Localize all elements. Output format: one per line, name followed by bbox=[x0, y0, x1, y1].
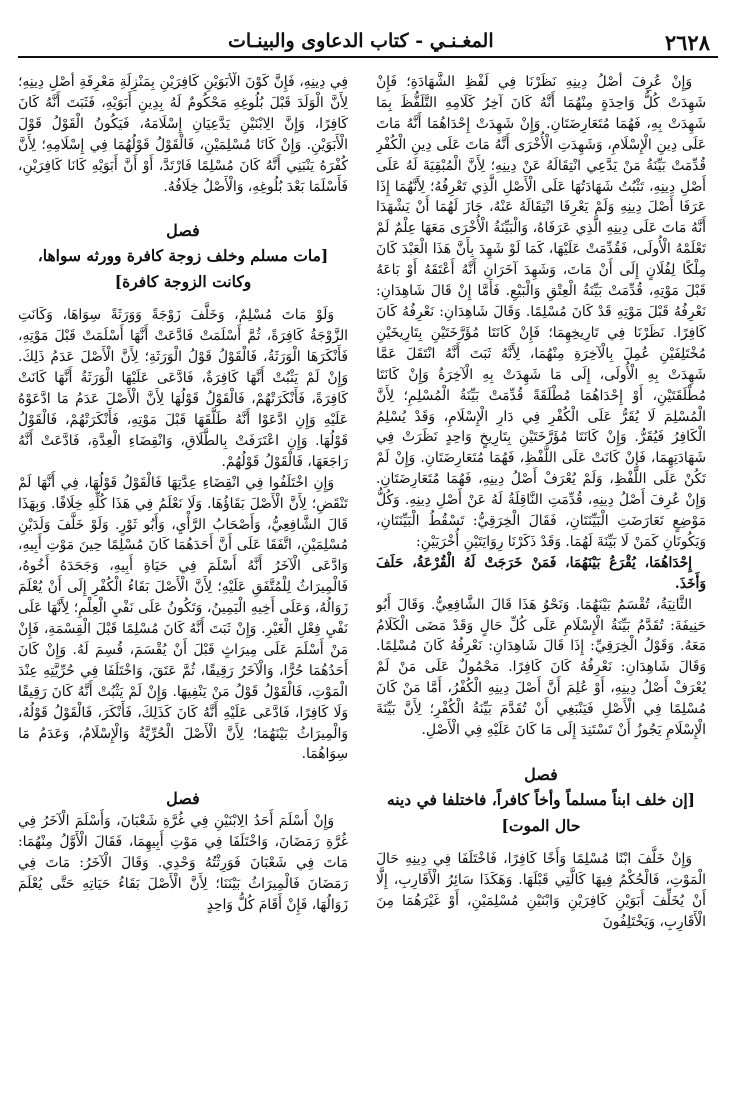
paragraph: وَإِنْ أَسْلَمَ أَحَدُ الِابْنَيْنِ فِي غُرَّةِ شَعْبَانَ، وَأَسْلَمَ الْآخَرُ فِي غُرَّةِ رَمَضَانَ، وَاخْتَلَفَا فِي مَوْتِ أَبِيهِمَا، فَقَالَ الْأَوَّلُ مِنْهُمَا: مَاتَ فِي شَعْبَانَ فَوَرِثْتُهُ وَحْدِي. وَقَالَ الْآخَرُ: مَاتَ فِي رَمَضَانَ فَالْمِيرَاثُ بَيْنَنَا؛ لِأَنَّ الْأَصْلَ بَقَاءُ حَيَاتِهِ حَتَّى يُعْلَمَ زَوَالُهَا، فَإِنْ أَقَامَ كُلُّ وَاحِدٍ bbox=[18, 813, 348, 913]
paragraph: وَإِنْ عُرِفَ أَصْلُ دِينِهِ نَظَرْنَا فِي لَفْظِ الشَّهَادَةِ؛ فَإِنْ شَهِدَتْ كُلُّ وَاحِدَةٍ مِنْهُمَا أَنَّهُ كَانَ آخِرُ كَلَامِهِ التَّلَفُّظَ بِمَا شَهِدَتْ بِهِ، فَهُمَا مُتَعَارِضَتَانِ. وَإِنْ شَهِدَتْ إِحْدَاهُمَا أَنَّهُ مَاتَ عَلَى دِينِ الْإِسْلَامِ، وَشَهِدَتِ الْأُخْرَى أَنَّهُ مَاتَ عَلَى دِينِ الْكُفْرِ قُدِّمَتْ بَيِّنَةُ مَنْ يَدَّعِي انْتِقَالَهُ عَنْ دِينِهِ؛ لِأَنَّ الْمُبْقِيَةَ لَهُ عَلَى أَصْلِ دِينِهِ، تَثْبُتُ شَهَادَتُهَا عَلَى الْأَصْلِ الَّذِي تَعْرِفُهُ؛ لِأَنَّهُمَا إِذَا عَرَفَا أَصْلَ دِينِهِ وَلَمْ يَعْرِفَا انْتِقَالَهُ عَنْهُ، جَازَ لَهُمَا أَنْ يَشْهَدَا أَنَّهُ مَاتَ عَلَى دِينِهِ الَّذِي عَرَفَاهُ، وَالْبَيِّنَةُ الْأُخْرَى مَعَهَا عِلْمٌ لَمْ تَعْلَمْهُ الْأُولَى، فَقُدِّمَتْ عَلَيْهَا، كَمَا لَوْ شَهِدَ بِأَنَّ هَذَا الْعَبْدَ كَانَ مِلْكًا لِفُلَانٍ إِلَى أَنْ مَاتَ، وَشَهِدَ آخَرَانِ أَنَّهُ أَعْتَقَهُ أَوْ بَاعَهُ قَبْلَ مَوْتِهِ، قُدِّمَتْ بَيِّنَةُ الْعِتْقِ وَالْبَيْعِ. فَأَمَّا إِنْ قَالَ شَاهِدَانِ: نَعْرِفُهُ قَبْلَ مَوْتِهِ قَدْ كَانَ مُسْلِمًا. وَقَالَ شَاهِدَانِ: نَعْرِفُهُ كَانَ كَافِرًا. نَظَرْنَا فِي تَارِيخِهِمَا؛ فَإِنْ كَانَتَا مُؤَرَّخَتَيْنِ بِتَارِيخَيْنِ مُخْتَلِفَيْنِ عُمِلَ بِالْآخِرَةِ مِنْهُمَا، لِأَنَّهُ ثَبَتَ أَنَّهُ انْتَقَلَ عَمَّا شَهِدَتْ بِهِ الْأُولَى، إِلَى مَا شَهِدَتْ بِهِ الْآخِرَةُ وَإِنْ كَانَتَا مُطْلَقَتَيْنِ، أَوْ إِحْدَاهُمَا مُطْلَقَةً قُدِّمَتْ بَيِّنَةُ الْمُسْلِمِ؛ لِأَنَّ الْمُسْلِمَ لَا يُقَرُّ عَلَى الْكُفْرِ فِي دَارِ الْإِسْلَامِ، وَقَدْ يُسْلِمُ الْكَافِرُ فَيُقَرُّ. وَإِنْ كَانَتَا مُؤَرَّخَتَيْنِ بِتَارِيخٍ وَاحِدٍ نَظَرَتْ فِي شَهَادَتِهِمَا، فَإِنْ كَانَتْ عَلَى اللَّفْظِ، فَهُمَا مُتَعَارِضَتَانِ. وَإِنْ لَمْ تَكُنْ عَلَى اللَّفْظِ، وَلَمْ يُعْرَفْ أَصْلُ دِينِهِ، فَهُمَا مُتَعَارِضَتَانِ. وَإِنْ عُرِفَ أَصْلُ دِينِهِ، قُدِّمَتِ النَّاقِلَةُ لَهُ عَنْ أَصْلِ دِينِهِ. وَكُلُّ مَوْضِعٍ تَعَارَضَتِ الْبَيِّنَتَانِ، فَقَالَ الْخِرَقِيُّ: تَسْقُطُ الْبَيِّنَتَانِ، وَيَكُونَانِ كَمَنْ لَا بَيِّنَةَ لَهُمَا. وَقَدْ ذَكَرْنَا رِوَايَتَيْنِ أُخْرَيَيْنِ: bbox=[376, 74, 706, 550]
section-label: فصل bbox=[524, 765, 558, 784]
section-title: [إن خلف ابناً مسلماً وأخاً كافراً، فاختلفا في دينه حال الموت] bbox=[386, 790, 695, 835]
right-column bbox=[376, 72, 706, 1092]
paragraph: الثَّانِيَةُ، تُقْسَمُ بَيْنَهُمَا. وَنَحْوُ هَذَا قَالَ الشَّافِعِيُّ. وَقَالَ أَبُو حَنِيفَةَ: تُقَدَّمُ بَيِّنَةُ الْإِسْلَامِ عَلَى كُلِّ حَالٍ وَقَدْ مَضَى الْكَلَامُ مَعَهُ. وَقَوْلُ الْخِرَقِيِّ: إِذَا قَالَ شَاهِدَانِ: نَعْرِفُهُ كَانَ مُسْلِمًا. وَقَالَ شَاهِدَانِ: نَعْرِفُهُ كَانَ كَافِرًا. مَحْمُولٌ عَلَى مَنْ لَمْ يُعْرَفْ أَصْلُ دِينِهِ، أَوْ عُلِمَ أَنَّ أَصْلَ دِينِهِ الْكُفْرُ، أَمَّا مَنْ كَانَ مُسْلِمًا فِي الْأَصْلِ فَيَنْبَغِي أَنْ تُقَدَّمَ بَيِّنَةُ الْكُفْرِ؛ لِأَنَّ بَيِّنَةَ الْإِسْلَامِ يَجُوزُ أَنْ تَسْتَنِدَ إِلَى مَا كَانَ عَلَيْهِ فِي الْأَصْلِ. bbox=[376, 596, 706, 739]
running-title: المغـنـي - كتاب الدعاوى والبينـات bbox=[228, 30, 494, 52]
paragraph: وَإِنْ خَلَّفَ ابْنًا مُسْلِمًا وَأَخًا كَافِرًا، فَاخْتَلَفَا فِي دِينِهِ حَالَ الْمَوْتِ، فَالْحُكْمُ فِيهَا كَالَّتِي قَبْلَهَا. وَهَكَذَا سَائِرُ الْأَقَارِبِ، إِلَّا أَنْ يُخَلِّفَ أَبَوَيْنِ كَافِرَيْنِ وَابْنَيْنِ مُسْلِمَيْنِ، أَوْ غَيْرَهُمَا مِنَ الْأَقَارِبِ، وَيَخْتَلِفُونَ bbox=[376, 851, 706, 930]
section-label: فصل bbox=[166, 221, 200, 241]
paragraph: فِي دِينِهِ، فَإِنَّ كَوْنَ الْأَبَوَيْنِ كَافِرَيْنِ بِمَنْزِلَةِ مَعْرِفَةِ أَصْلِ دِينِهِ؛ لِأَنَّ الْوَلَدَ قَبْلَ بُلُوغِهِ مَحْكُومٌ لَهُ بِدِينِ أَبَوَيْهِ، فَثَبَتَ أَنَّهُ كَانَ كَافِرًا، وَإِنَّ الِابْنَيْنِ يَدَّعِيَانِ إِسْلَامَهُ، فَيَكُونُ الْقَوْلُ قَوْلَ الْأَبَوَيْنِ. وَإِنْ كَانَا مُسْلِمَيْنِ، فَالْقَوْلُ قَوْلُهُمَا فِي إِسْلَامِهِ؛ لِأَنَّ كُفْرَهُ يَنْبَنِي أَنَّهُ كَانَ مُسْلِمًا فَارْتَدَّ، أَوْ أَنَّ أَبَوَيْهِ كَانَا كَافِرَيْنِ، فَأَسْلَمَا بَعْدَ بُلُوغِهِ، وَالْأَصْلُ خِلَافُهُ. bbox=[18, 74, 348, 195]
page-number: ٢٦٢٨ bbox=[664, 30, 710, 55]
paragraph: وَلَوْ مَاتَ مُسْلِمٌ، وَخَلَّفَ زَوْجَةً وَوَرَثَةً سِوَاهَا، وَكَانَتِ الزَّوْجَةُ كَافِرَةً، ثُمَّ أَسْلَمَتْ فَادَّعَتْ أَنَّهَا أَسْلَمَتْ قَبْلَ مَوْتِهِ، فَأَنْكَرَهَا الْوَرَثَةُ، فَالْقَوْلُ قَوْلُ الْوَرَثَةِ؛ لِأَنَّ الْأَصْلَ عَدَمُ ذَلِكَ. وَإِنْ لَمْ يَثْبُتْ أَنَّهَا كَافِرَةٌ، فَادَّعَى عَلَيْهَا الْوَرَثَةُ أَنَّهَا كَانَتْ كَافِرَةً، فَأَنْكَرَتْهُمْ، فَالْقَوْلُ قَوْلُهَا لِأَنَّ الْأَصْلَ عَدَمُ مَا ادَّعَوْهُ عَلَيْهِ وَإِنِ ادَّعَوْا أَنَّهُ طَلَّقَهَا قَبْلَ مَوْتِهِ، فَأَنْكَرَتْهُمْ، فَالْقَوْلُ قَوْلُهَا. وَإِنِ اعْتَرَفَتْ بِالطَّلَاقِ، وَانْقِضَاءِ الْعِدَّةِ، فَادَّعَتْ أَنَّهُ رَاجَعَهَا، فَالْقَوْلُ قَوْلُهُمْ. bbox=[18, 307, 348, 470]
left-column bbox=[18, 72, 348, 1092]
spacer bbox=[18, 765, 348, 787]
paragraph: وَإِنِ اخْتَلَفُوا فِي انْقِضَاءِ عِدَّتِهَا فَالْقَوْلُ قَوْلُهَا، فِي أَنَّهَا لَمْ تَنْقَضِ؛ لِأَنَّ الْأَصْلَ بَقَاؤُهَا. وَلَا نَعْلَمُ فِي هَذَا كُلِّهِ خِلَافًا. وَبِهَذَا قَالَ الشَّافِعِيُّ، وَأَصْحَابُ الرَّأْيِ، وَأَبُو ثَوْرٍ. وَلَوْ خَلَّفَ وَلَدَيْنِ مُسْلِمَيْنِ، اتَّفَقَا عَلَى أَنَّ أَحَدَهُمَا كَانَ مُسْلِمًا حِينَ مَوْتِ أَبِيهِ، وَادَّعَى الْآخَرُ أَنَّهُ أَسْلَمَ فِي حَيَاةِ أَبِيهِ، وَجَحَدَهُ أَخُوهُ، فَالْمِيرَاثُ لِلْمُتَّفَقِ عَلَيْهِ؛ لِأَنَّ الْأَصْلَ بَقَاءُ الْكُفْرِ إِلَى أَنْ يُعْلَمَ زَوَالُهُ، وَعَلَى أَخِيهِ الْيَمِينُ، وَتَكُونُ عَلَى نَفْيِ الْعِلْمِ؛ لِأَنَّهَا عَلَى نَفْيِ فِعْلِ الْغَيْرِ. وَإِنْ ثَبَتَ أَنَّهُ كَانَ مُسْلِمًا قَبْلَ الْقِسْمَةِ، فَإِنْ مَنْ أَسْلَمَ عَلَى مِيرَاثٍ قَبْلَ أَنْ يُقْسَمَ، قُسِمَ لَهُ. وَإِنْ كَانَ أَحَدُهُمَا حُرًّا، وَالْآخَرُ رَقِيقًا، ثُمَّ عَتَقَ، وَاخْتَلَفَا فِي حُرِّيَّتِهِ عِنْدَ الْمَوْتِ، فَالْقَوْلُ قَوْلُ مَنْ يَنْفِيهَا. وَإِنْ لَمْ يَثْبُتْ أَنَّهُ كَانَ رَقِيقًا وَلَا كَافِرًا، فَادَّعَى عَلَيْهِ أَنَّهُ كَانَ كَذَلِكَ، فَأَنْكَرَ، فَالْقَوْلُ قَوْلُهُ، وَالْمِيرَاثُ بَيْنَهُمَا؛ لِأَنَّ الْأَصْلَ الْحُرِّيَّةُ وَالْإِسْلَامُ، وَعَدَمُ مَا سِوَاهُمَا. bbox=[18, 474, 348, 763]
spacer bbox=[376, 741, 706, 763]
page-header bbox=[18, 30, 718, 58]
paragraph: إِحْدَاهُمَا، يُقْرَعُ بَيْنَهُمَا، فَمَنْ خَرَجَتْ لَهُ الْقُرْعَةُ، حَلَفَ وَأَخَذَ. bbox=[376, 554, 706, 592]
section-label: فصل bbox=[166, 789, 200, 809]
spacer bbox=[18, 197, 348, 219]
section-title: [مات مسلم وخلف زوجة كافرة وورثه سواها، وكانت الزوجة كافرة] bbox=[37, 246, 329, 292]
